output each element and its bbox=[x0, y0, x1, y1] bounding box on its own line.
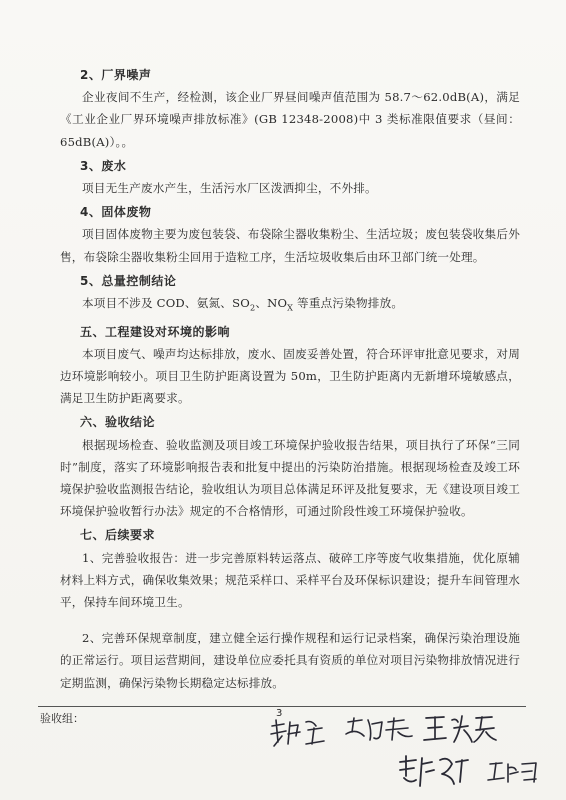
signature-4 bbox=[396, 752, 472, 792]
section-heading-impact: 五、工程建设对环境的影响 bbox=[80, 324, 231, 339]
section-text-solid-waste: 项目固体废物主要为废包装袋、布袋除尘器收集粉尘、生活垃圾；废包装袋收集后外售，布袋除尘器收集粉尘回用于造粒工序，生活垃圾收集后由环卫部门统一处理。 bbox=[60, 227, 520, 264]
so2-subscript: 2 bbox=[249, 302, 256, 313]
page-number: 3 bbox=[276, 708, 283, 719]
signature-1 bbox=[268, 716, 330, 750]
section-text-total-control bbox=[60, 292, 520, 319]
total-control-text-a: 本项目不涉及 COD、氨氮、SO bbox=[82, 296, 250, 311]
section-text-impact: 本项目废气、噪声均达标排放，废水、固废妥善处置，符合环评审批意见要求，对周边环境影响较小。项目卫生防护距离设置为 50m，卫生防护距离内无新增环境敏感点，满足卫生防护距离要求。 bbox=[60, 346, 520, 406]
total-control-text-b: 、NO bbox=[255, 296, 288, 311]
section-heading-wastewater: 3、废水 bbox=[80, 158, 127, 173]
total-control-text-c: 等重点污染物排放。 bbox=[293, 296, 404, 311]
signature-3 bbox=[422, 712, 498, 746]
section-text-conclusion: 根据现场检查、验收监测及项目竣工环境保护验收报告结果，项目执行了环保“三同时”制度，落实了环境影响报告表和批复中提出的污染防治措施。根据现场检查及竣工环境保护验收监测报告结论，验收组认为项目总体满足环评及批复要求，无《建设项目竣工环境保护验收暂行办法》规定的不合格情形，可通过阶段性竣工环境保护验收。 bbox=[60, 437, 520, 519]
section-text-noise: 企业夜间不生产，经检测，该企业厂界昼间噪声值范围为 58.7～62.0dB(A)，满足《工业企业厂界环境噪声排放标准》(GB 12348-2008)中 3 类标准限值要求（昼间：65dB(A)）。。 bbox=[60, 90, 520, 149]
section-heading-total-control: 5、总量控制结论 bbox=[80, 273, 177, 288]
signature-5 bbox=[486, 758, 542, 788]
follow-up-item-2: 2、完善环保规章制度，建立健全运行操作规程和运行记录档案，确保污染治理设施的正常运行。项目运营期间，建设单位应委托具有资质的单位对项目污染物排放情况进行定期监测，确保污染物长期稳定达标排放。 bbox=[60, 631, 520, 690]
section-heading-conclusion: 六、验收结论 bbox=[80, 415, 156, 430]
section-heading-noise: 2、厂界噪声 bbox=[80, 68, 152, 82]
paragraph-gap bbox=[60, 613, 520, 627]
acceptance-group-label: 验收组： bbox=[40, 712, 84, 725]
section-text-wastewater: 项目无生产废水产生，生活污水厂区泼洒抑尘，不外排。 bbox=[82, 181, 377, 196]
follow-up-item-1: 1、完善验收报告：进一步完善原料转运落点、破碎工序等废气收集措施，优化原辅材料上料方式，确保收集效果；规范采样口、采样平台及环保标识建设；提升车间管理水平，保持车间环境卫生。 bbox=[60, 550, 520, 609]
footer-divider bbox=[38, 706, 526, 707]
signature-2 bbox=[344, 714, 416, 746]
section-heading-follow-up: 七、后续要求 bbox=[80, 528, 156, 543]
document-body bbox=[60, 64, 520, 694]
section-heading-solid-waste: 4、固体废物 bbox=[80, 205, 152, 220]
nox-subscript: X bbox=[287, 302, 294, 313]
